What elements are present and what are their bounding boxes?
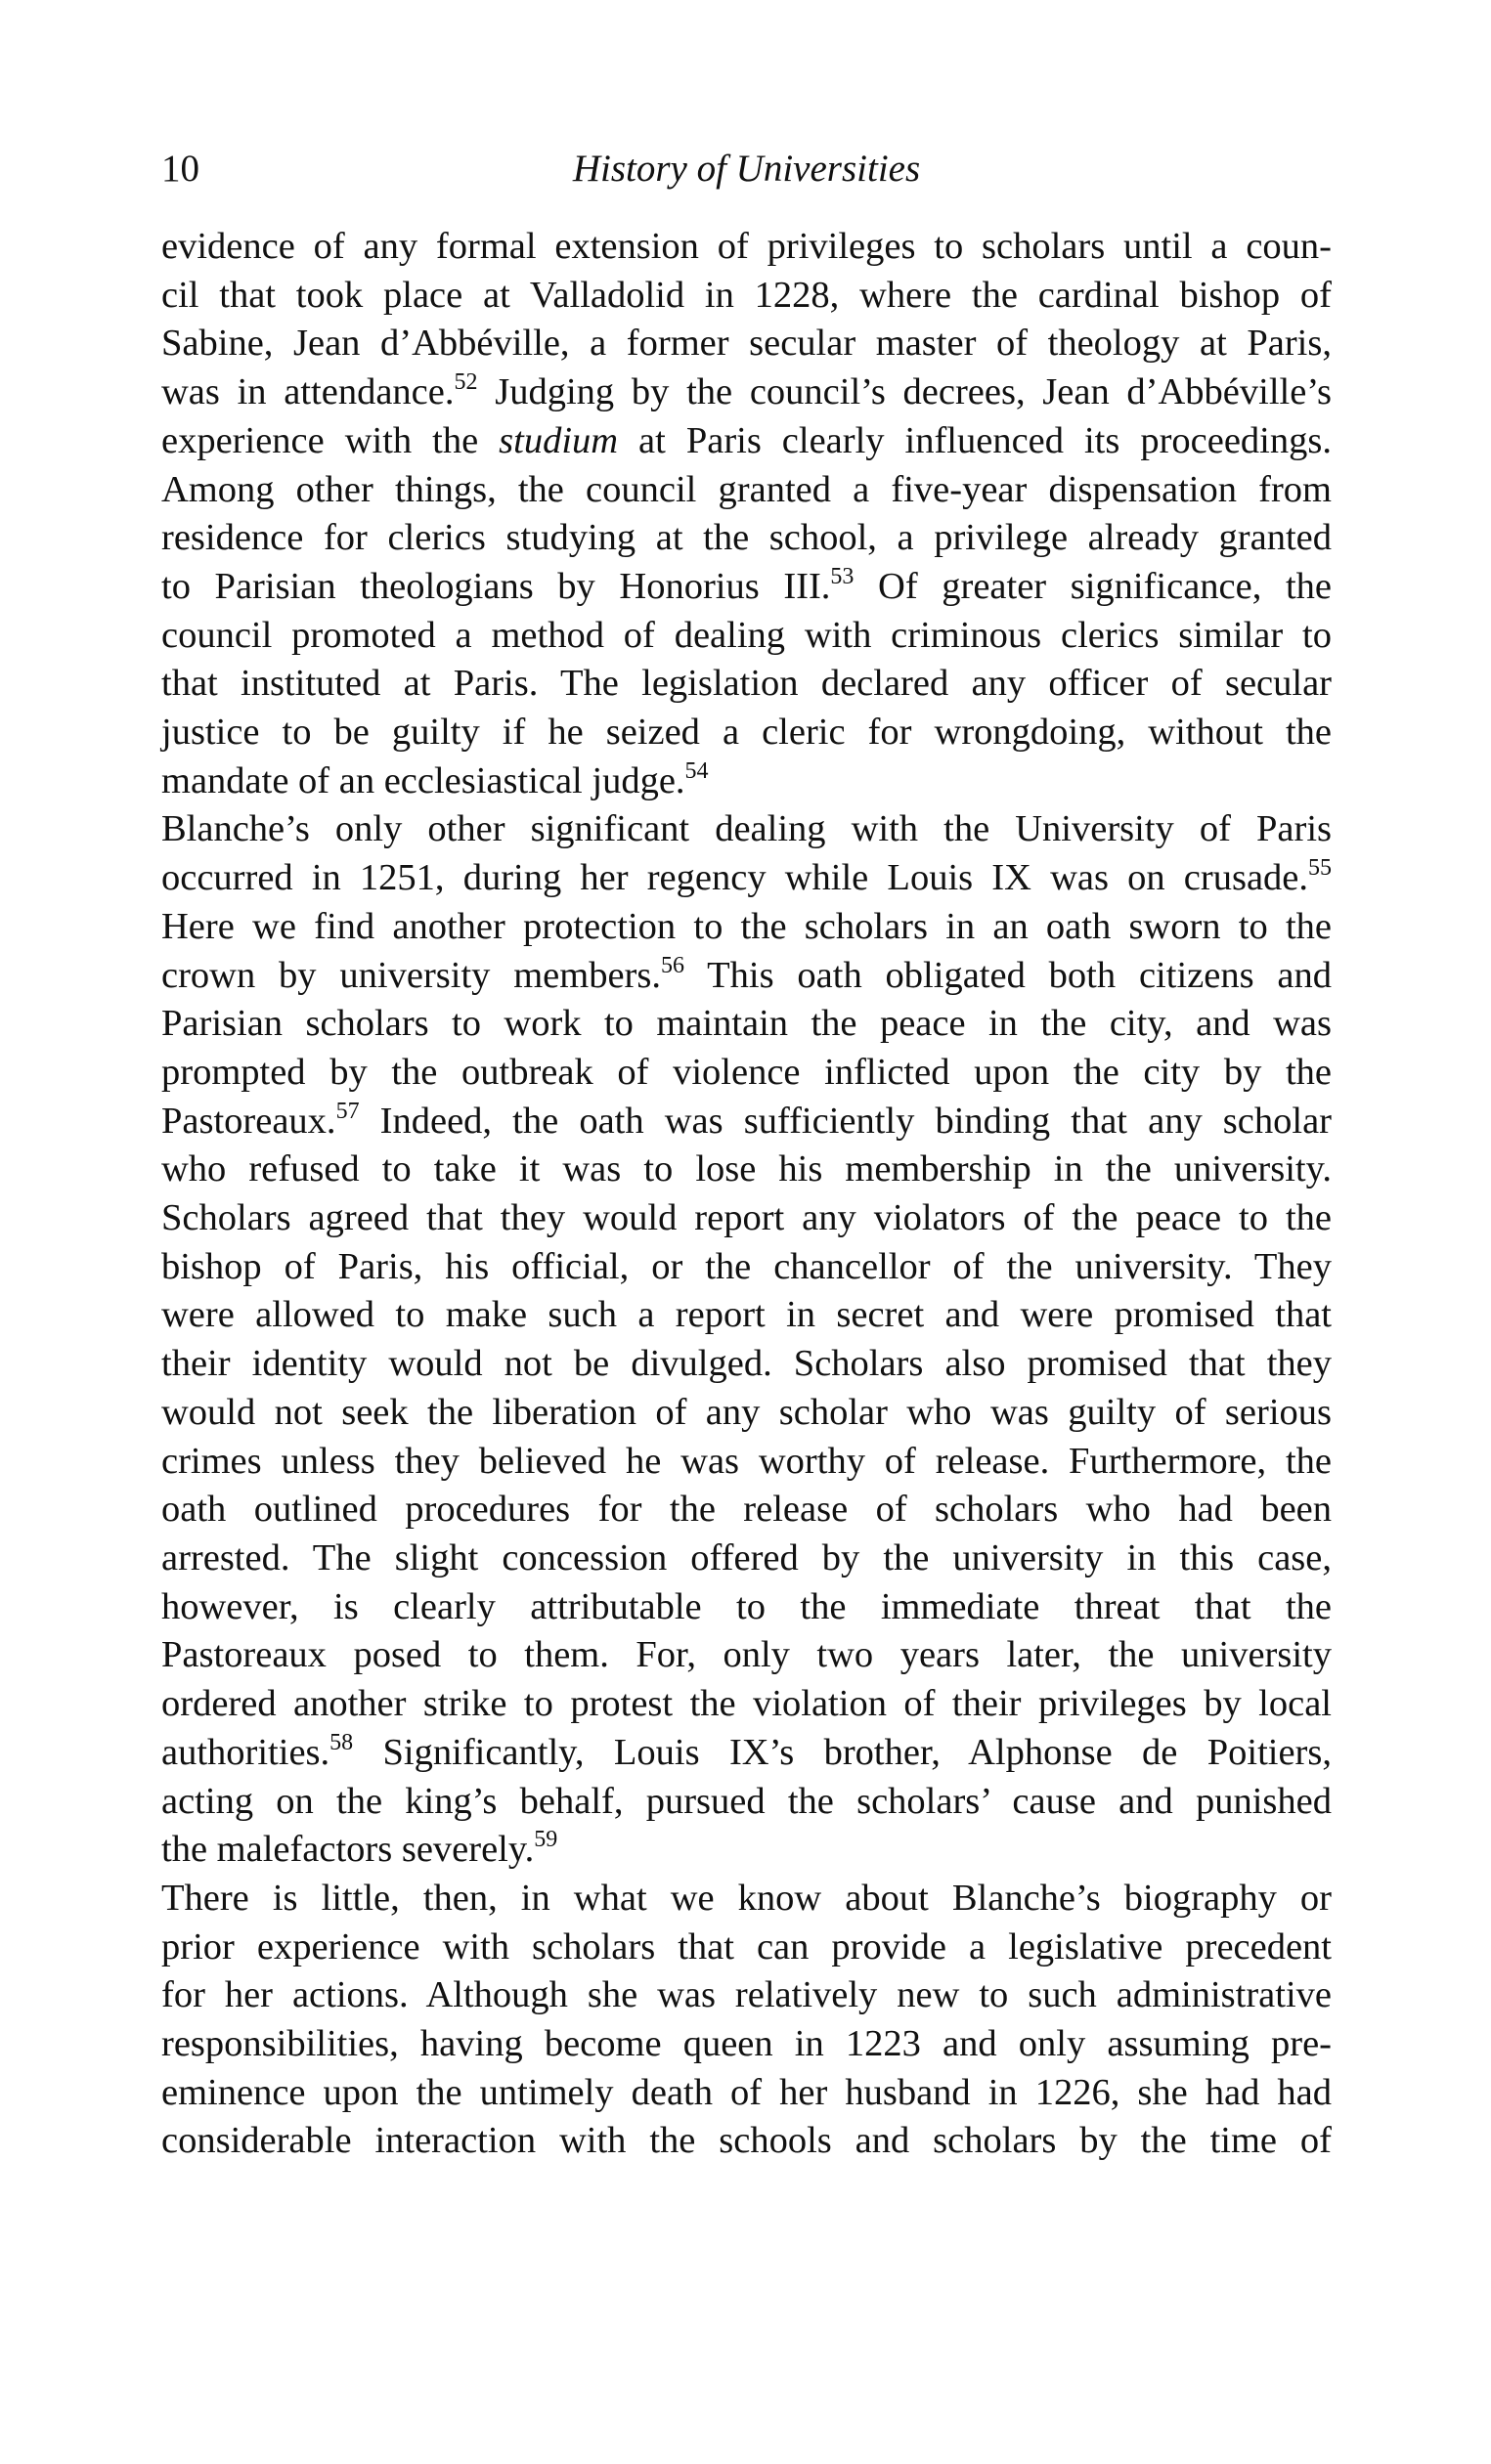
text-line: crimes unless they believed he was worthy of release. Furthermore, the (161, 1440, 1332, 1482)
text-line: Pastoreaux.$^{57}$ Indeed, the oath was sufficiently binding that any scholar (161, 1098, 1332, 1142)
running-title: History of Universities (572, 148, 921, 190)
footnote-ref-54: 54 (684, 757, 709, 784)
paragraph-1 (161, 223, 1332, 805)
text-line: There is little, then, in what we know about Blanche’s biography or (161, 1877, 1332, 1919)
text-line: acting on the king’s behalf, pursued the scholars’ cause and punished (161, 1780, 1332, 1822)
footnote-ref-55: 55 (1308, 855, 1332, 882)
text-line: authorities.$^{58}$ Significantly, Louis IX’s brother, Alphonse de Poitiers, (161, 1729, 1332, 1773)
text-line: crown by university members.$^{56}$ This oath obligated both citizens and (161, 952, 1332, 996)
footnote-ref-52: 52 (454, 369, 478, 396)
text-line: oath outlined procedures for the release of scholars who had been (161, 1489, 1332, 1531)
text-line: occurred in 1251, during her regency while Louis IX was on crusade.$^{55}$ (161, 855, 1332, 899)
text-line: who refused to take it was to lose his membership in the university. (161, 1148, 1332, 1190)
text-line: prior experience with scholars that can provide a legislative precedent (161, 1925, 1332, 1967)
footnote-ref-59: 59 (534, 1827, 558, 1853)
text-line: considerable interaction with the schools and scholars by the time of (161, 2120, 1332, 2162)
text-line: the malefactors severely.$^{59}$ (161, 1827, 558, 1871)
text-line: Among other things, the council granted a five-year dispensation from (161, 468, 1332, 510)
text-line: arrested. The slight concession offered by the university in this case, (161, 1536, 1332, 1578)
text-line: Here we find another protection to the scholars in an oath sworn to the (161, 905, 1332, 947)
page-number: 10 (161, 148, 199, 190)
text-line: Parisian scholars to work to maintain the peace in the city, and was (161, 1003, 1332, 1045)
text-line: bishop of Paris, his official, or the chancellor of the university. They (161, 1245, 1332, 1287)
text-line: that instituted at Paris. The legislation declared any officer of secular (161, 663, 1332, 705)
text-line: their identity would not be divulged. Scholars also promised that they (161, 1343, 1332, 1385)
text-line: experience with the studium at Paris clearly influenced its proceedings. (161, 419, 1332, 461)
text-line: evidence of any formal extension of privileges to scholars until a coun- (161, 226, 1332, 267)
footnote-ref-56: 56 (660, 952, 684, 978)
running-head (161, 140, 1332, 198)
footnote-ref-58: 58 (329, 1729, 354, 1755)
text-line: Blanche’s only other significant dealing with the University of Paris (161, 808, 1332, 850)
text-line: prompted by the outbreak of violence inflicted upon the city by the (161, 1051, 1332, 1093)
text-line: justice to be guilty if he seized a cleric for wrongdoing, without the (161, 712, 1332, 754)
text-line: eminence upon the untimely death of her husband in 1226, she had had (161, 2071, 1332, 2113)
text-line: responsibilities, having become queen in 1223 and only assuming pre- (161, 2023, 1332, 2065)
text-line: however, is clearly attributable to the immediate threat that the (161, 1585, 1332, 1627)
text-line: would not seek the liberation of any scholar who was guilty of serious (161, 1391, 1332, 1433)
text-line: was in attendance.$^{52}$ Judging by the council’s decrees, Jean d’Abbéville’s (161, 369, 1332, 413)
text-line: ordered another strike to protest the violation of their privileges by local (161, 1683, 1332, 1725)
footnote-ref-53: 53 (830, 563, 855, 589)
text-line: to Parisian theologians by Honorius III.$^{53}$ Of greater significance, the (161, 563, 1332, 607)
body-text (161, 223, 1332, 2166)
text-line: Pastoreaux posed to them. For, only two years later, the university (161, 1634, 1332, 1676)
paragraph-2 (161, 805, 1332, 1874)
text-line: Sabine, Jean d’Abbéville, a former secular master of theology at Paris, (161, 323, 1332, 365)
text-line: Scholars agreed that they would report any violators of the peace to the (161, 1197, 1332, 1239)
footnote-ref-57: 57 (335, 1098, 360, 1124)
text-line: council promoted a method of dealing with criminous clerics similar to (161, 614, 1332, 656)
text-line: cil that took place at Valladolid in 1228, where the cardinal bishop of (161, 274, 1332, 316)
text-line: mandate of an ecclesiastical judge.$^{54}$ (161, 757, 709, 801)
text-line: for her actions. Although she was relatively new to such administrative (161, 1974, 1332, 2016)
italic-term: studium (499, 419, 619, 461)
paragraph-3 (161, 1875, 1332, 2166)
text-line: were allowed to make such a report in secret and were promised that (161, 1294, 1332, 1336)
text-line: residence for clerics studying at the school, a privilege already granted (161, 517, 1332, 559)
